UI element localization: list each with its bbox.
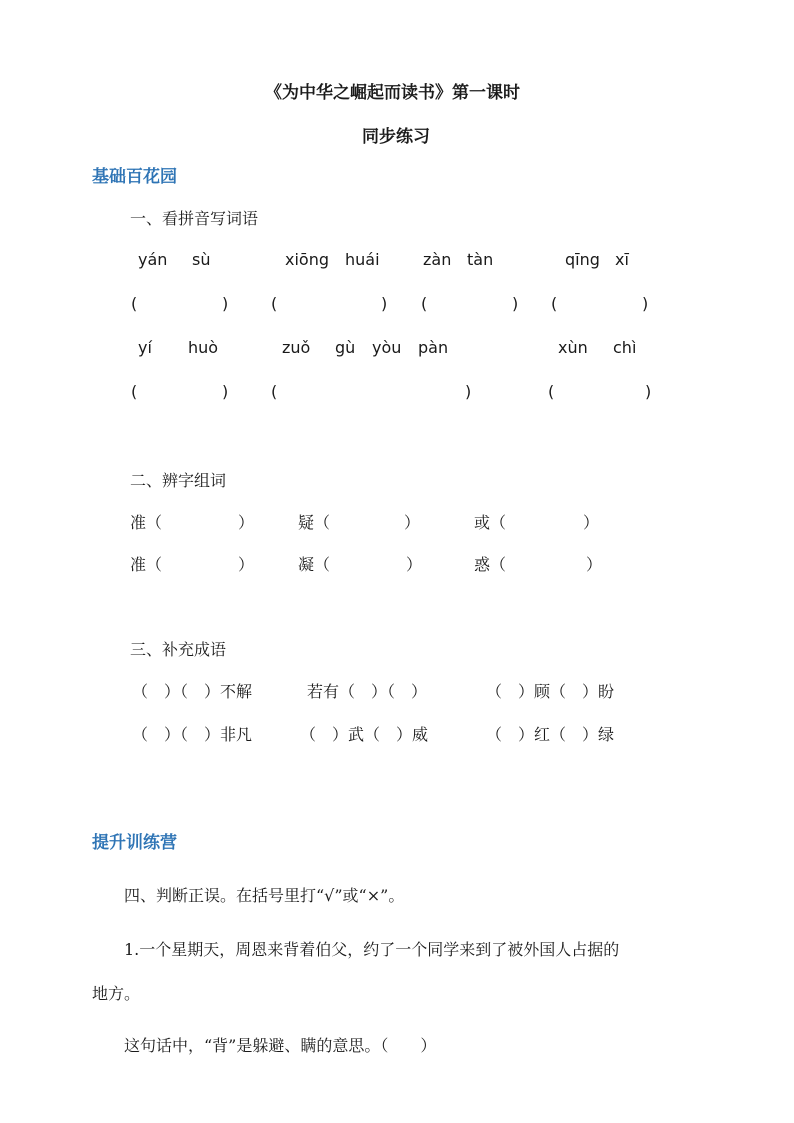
open-paren: ( (271, 294, 278, 313)
open-paren: ( (131, 382, 138, 401)
open-paren: ( (271, 382, 278, 401)
question-2-heading: 二、辨字组词 (130, 471, 227, 490)
close-paren: ) (465, 382, 472, 401)
char-prompt: 准（ (130, 555, 163, 574)
page-subtitle: 同步练习 (362, 127, 430, 147)
close-paren: ） (406, 555, 423, 574)
close-paren: ) (642, 294, 649, 313)
pinyin-syllable: xùn (558, 338, 588, 357)
idiom-blank: 若有（ ）（ ） (307, 682, 428, 701)
close-paren: ） (586, 555, 603, 574)
pinyin-syllable: zàn (423, 250, 452, 269)
question-4-item-1-line-2: 地方。 (92, 984, 141, 1003)
open-paren: ( (551, 294, 558, 313)
pinyin-syllable: sù (192, 250, 211, 269)
open-paren: ( (421, 294, 428, 313)
close-paren: ） (238, 513, 255, 532)
pinyin-syllable: qīng (565, 250, 600, 269)
char-prompt: 准（ (130, 513, 163, 532)
idiom-blank: （ ）武（ ）威 (300, 725, 429, 744)
pinyin-syllable: gù (335, 338, 356, 357)
char-prompt: 惑（ (474, 555, 507, 574)
question-4-item-1-line-1: 1.一个星期天，周恩来背着伯父，约了一个同学来到了被外国人占据的 (124, 940, 620, 959)
char-prompt: 或（ (474, 513, 507, 532)
idiom-blank: （ ）顾（ ）盼 (486, 682, 615, 701)
close-paren: ) (512, 294, 519, 313)
pinyin-syllable: huò (188, 338, 219, 357)
pinyin-syllable: tàn (467, 250, 494, 269)
close-paren: ) (381, 294, 388, 313)
pinyin-syllable: yòu (372, 338, 402, 357)
idiom-blank: （ ）（ ）非凡 (132, 725, 253, 744)
pinyin-syllable: xī (615, 250, 629, 269)
idiom-blank: （ ）（ ）不解 (132, 682, 253, 701)
page-title: 《为中华之崛起而读书》第一课时 (265, 83, 520, 103)
char-prompt: 凝（ (298, 555, 331, 574)
pinyin-syllable: chì (613, 338, 637, 357)
open-paren: ( (131, 294, 138, 313)
close-paren: ） (238, 555, 255, 574)
close-paren: ) (222, 294, 229, 313)
pinyin-syllable: zuǒ (282, 338, 311, 357)
char-prompt: 疑（ (298, 513, 331, 532)
section-heading-advanced: 提升训练营 (92, 833, 177, 853)
question-4-heading: 四、判断正误。在括号里打“√”或“×”。 (124, 886, 405, 905)
question-4-item-1-question: 这句话中，“背”是躲避、瞒的意思。（ ） (124, 1036, 437, 1055)
pinyin-syllable: yán (138, 250, 168, 269)
section-heading-basic: 基础百花园 (92, 167, 177, 187)
close-paren: ) (222, 382, 229, 401)
idiom-blank: （ ）红（ ）绿 (486, 725, 615, 744)
close-paren: ) (645, 382, 652, 401)
pinyin-syllable: pàn (418, 338, 449, 357)
close-paren: ） (404, 513, 421, 532)
pinyin-syllable: huái (345, 250, 380, 269)
open-paren: ( (548, 382, 555, 401)
close-paren: ） (583, 513, 600, 532)
question-3-heading: 三、补充成语 (130, 640, 227, 659)
pinyin-syllable: xiōng (285, 250, 329, 269)
pinyin-syllable: yí (138, 338, 152, 357)
question-1-heading: 一、看拼音写词语 (130, 209, 259, 228)
